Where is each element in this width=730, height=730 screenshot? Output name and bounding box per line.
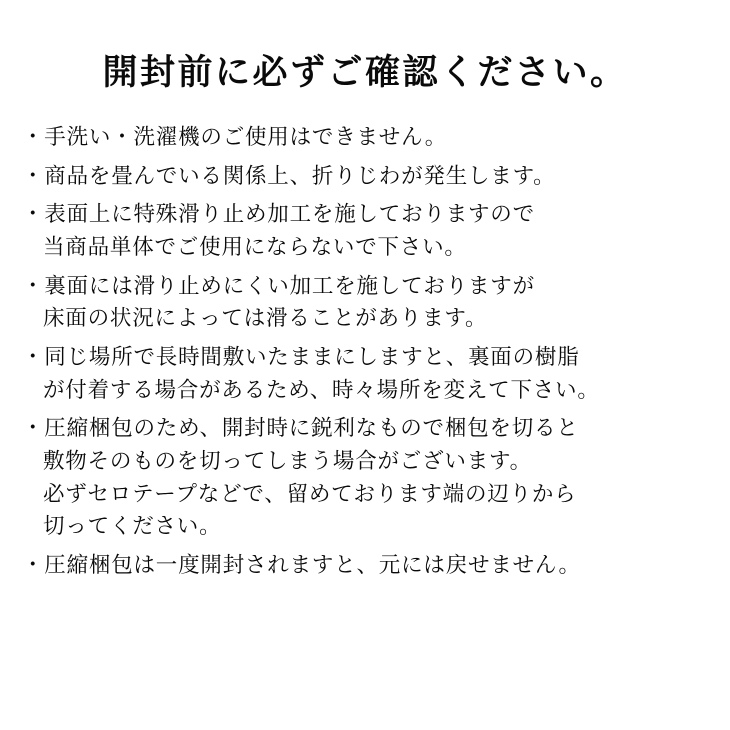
note-line: 切ってください。 [43, 514, 222, 540]
note-line: ・手洗い・洗濯機のご使用はできません。 [22, 125, 447, 150]
note-line: 敷物そのものを切ってしまう場合がございます。 [43, 449, 532, 475]
note-line: ・圧縮梱包のため、開封時に鋭利なもので梱包を切ると [22, 416, 579, 442]
notes-list [22, 122, 708, 583]
note-line: 当商品単体でご使用にならないで下さい。 [43, 235, 467, 261]
list-item [22, 413, 708, 544]
list-item [22, 550, 708, 583]
note-line: ・圧縮梱包は一度開封されますと、元には戻せません。 [22, 553, 581, 579]
list-item [22, 122, 708, 155]
note-line: 床面の状況によっては滑ることがあります。 [43, 306, 488, 332]
note-line: ・商品を畳んでいる関係上、折りじわが発生します。 [22, 163, 556, 189]
note-line: が付着する場合があるため、時々場所を変えて下さい。 [43, 377, 600, 403]
note-line: ・裏面には滑り止めにくい加工を施しておりますが [22, 273, 535, 299]
note-line: ・同じ場所で長時間敷いたままにしますと、裏面の樹脂 [22, 345, 580, 371]
list-item [22, 161, 708, 194]
list-item [22, 199, 708, 264]
list-item [22, 271, 708, 336]
page-title: 開封前に必ずご確認ください。 [102, 53, 628, 93]
note-line: 必ずセロテープなどで、留めております端の辺りから [43, 481, 577, 507]
note-line: ・表面上に特殊滑り止め加工を施しておりますので [22, 202, 535, 228]
list-item [22, 342, 708, 407]
